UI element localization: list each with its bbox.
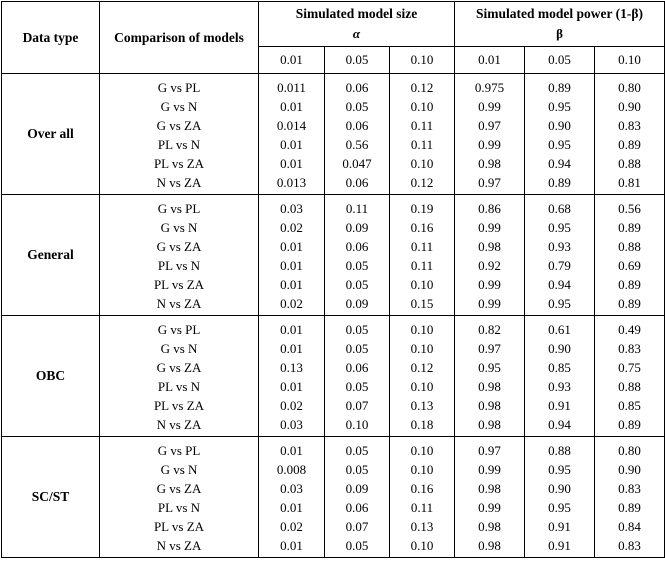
comparison-label: G vs N (160, 99, 198, 114)
comparison-column-cell (100, 195, 259, 316)
table-value: 0.05 (345, 277, 369, 292)
comparison-label: PL vs ZA (153, 519, 205, 534)
table-value: 0.06 (345, 239, 369, 254)
comparison-label: N vs ZA (156, 538, 202, 553)
value-column-cell (259, 74, 325, 195)
table-value: 0.86 (478, 201, 501, 216)
table-value: 0.94 (548, 417, 571, 432)
table-value: 0.05 (345, 379, 369, 394)
value-column-cell (390, 195, 455, 316)
table-value: 0.09 (345, 296, 369, 311)
table-value: 0.88 (548, 443, 571, 458)
table-value: 0.89 (618, 296, 641, 311)
table-value: 0.98 (478, 481, 501, 496)
table-value: 0.91 (548, 538, 571, 553)
table-value: 0.06 (345, 175, 369, 190)
data-type-cell: SC/ST (2, 437, 100, 558)
table-value: 0.09 (345, 220, 369, 235)
table-value: 0.99 (478, 462, 501, 477)
table-value: 0.12 (410, 80, 434, 95)
table-value: 0.05 (345, 462, 369, 477)
table-value: 0.02 (280, 519, 303, 534)
table-value: 0.07 (345, 398, 369, 413)
group-row (2, 437, 665, 558)
alpha-cell: 0.10 (390, 47, 455, 74)
comparison-label: N vs ZA (156, 175, 202, 190)
table-value: 0.95 (548, 99, 571, 114)
table-value: 0.06 (345, 500, 369, 515)
table-value: 0.12 (410, 175, 434, 190)
comparison-label: G vs PL (157, 201, 201, 216)
table-value: 0.02 (280, 398, 303, 413)
table-value: 0.13 (280, 360, 303, 375)
table-value: 0.89 (618, 137, 641, 152)
table-value: 0.05 (345, 99, 369, 114)
table-value: 0.89 (618, 417, 641, 432)
table-value: 0.99 (478, 296, 501, 311)
table-value: 0.90 (618, 462, 641, 477)
table-value: 0.01 (280, 500, 303, 515)
table-value: 0.95 (478, 360, 501, 375)
table-value: 0.01 (280, 538, 303, 553)
value-column-cell (525, 195, 595, 316)
comparison-label: PL vs ZA (153, 398, 205, 413)
header-comparison: Comparison of models (100, 2, 259, 74)
comparison-label: G vs PL (157, 443, 201, 458)
table-value: 0.15 (410, 296, 434, 311)
table-value: 0.83 (618, 538, 641, 553)
comparison-label: N vs ZA (156, 417, 202, 432)
table-value: 0.18 (410, 417, 434, 432)
table-value: 0.01 (280, 137, 303, 152)
table-value: 0.01 (280, 322, 303, 337)
table-value: 0.11 (410, 239, 434, 254)
alpha-cell: 0.01 (455, 47, 525, 74)
table-value: 0.75 (618, 360, 641, 375)
table-value: 0.56 (345, 137, 369, 152)
alpha-cell: 0.01 (259, 47, 325, 74)
table-value: 0.05 (345, 322, 369, 337)
table-value: 0.97 (478, 443, 501, 458)
comparison-column-cell (100, 74, 259, 195)
value-column-cell (595, 316, 665, 437)
group-row (2, 74, 665, 195)
table-value: 0.80 (618, 443, 641, 458)
table-value: 0.94 (548, 156, 571, 171)
table-value: 0.10 (410, 277, 434, 292)
table-value: 0.01 (280, 379, 303, 394)
table-value: 0.90 (618, 99, 641, 114)
table-value: 0.80 (618, 80, 641, 95)
value-column-cell (525, 74, 595, 195)
value-column-cell (390, 74, 455, 195)
table-value: 0.98 (478, 398, 501, 413)
table-value: 0.02 (280, 220, 303, 235)
table-value: 0.011 (277, 80, 306, 95)
table-value: 0.03 (280, 417, 303, 432)
table-value: 0.02 (280, 296, 303, 311)
table-value: 0.10 (410, 379, 434, 394)
table-value: 0.98 (478, 379, 501, 394)
table-value: 0.013 (276, 175, 307, 190)
table-value: 0.98 (478, 519, 501, 534)
group-row (2, 195, 665, 316)
alpha-cell: 0.05 (325, 47, 390, 74)
table-value: 0.93 (548, 239, 571, 254)
data-type-cell: General (2, 195, 100, 316)
alpha-cell: 0.10 (595, 47, 665, 74)
value-column-cell (525, 316, 595, 437)
value-column-cell (525, 437, 595, 558)
table-value: 0.01 (280, 277, 303, 292)
table-value: 0.11 (410, 258, 434, 273)
comparison-label: G vs N (160, 341, 198, 356)
results-table (1, 1, 665, 558)
header-power-title: Simulated model power (1-β) (476, 6, 644, 21)
group-row (2, 316, 665, 437)
table-value: 0.12 (410, 360, 434, 375)
table-value: 0.01 (280, 99, 303, 114)
table-value: 0.89 (618, 220, 641, 235)
table-value: 0.16 (410, 481, 434, 496)
comparison-label: PL vs N (157, 379, 201, 394)
data-type-cell: OBC (2, 316, 100, 437)
table-value: 0.10 (410, 462, 434, 477)
comparison-label: G vs PL (157, 80, 201, 95)
table-value: 0.05 (345, 443, 369, 458)
table-value: 0.79 (548, 258, 571, 273)
value-column-cell (259, 437, 325, 558)
value-column-cell (259, 316, 325, 437)
table-value: 0.98 (478, 239, 501, 254)
table-value: 0.83 (618, 341, 641, 356)
comparison-label: G vs N (160, 462, 198, 477)
table-value: 0.11 (345, 201, 369, 216)
alpha-cell: 0.05 (525, 47, 595, 74)
value-column-cell (455, 316, 525, 437)
table-value: 0.98 (478, 417, 501, 432)
table-value: 0.69 (618, 258, 641, 273)
table-value: 0.95 (548, 220, 571, 235)
header-row (2, 2, 665, 47)
table-value: 0.82 (478, 322, 501, 337)
table-value: 0.975 (474, 80, 505, 95)
header-size-title: Simulated model size (295, 6, 418, 21)
value-column-cell (595, 437, 665, 558)
table-value: 0.05 (345, 258, 369, 273)
table-value: 0.05 (345, 341, 369, 356)
value-column-cell (595, 74, 665, 195)
table-value: 0.85 (548, 360, 571, 375)
comparison-label: G vs N (160, 220, 198, 235)
table-value: 0.61 (548, 322, 571, 337)
table-value: 0.03 (280, 481, 303, 496)
table-value: 0.10 (410, 156, 434, 171)
comparison-label: G vs ZA (156, 481, 202, 496)
header-power (455, 2, 665, 47)
table-value: 0.89 (618, 277, 641, 292)
table-value: 0.11 (410, 500, 434, 515)
table-value: 0.97 (478, 175, 501, 190)
table-value: 0.91 (548, 398, 571, 413)
table-value: 0.93 (548, 379, 571, 394)
table-value: 0.99 (478, 277, 501, 292)
header-size (259, 2, 455, 47)
data-type-cell: Over all (2, 74, 100, 195)
table-value: 0.99 (478, 137, 501, 152)
table-value: 0.94 (548, 277, 571, 292)
table-value: 0.68 (548, 201, 571, 216)
value-column-cell (325, 74, 390, 195)
table-value: 0.95 (548, 500, 571, 515)
table-value: 0.10 (410, 538, 434, 553)
table-value: 0.01 (280, 341, 303, 356)
table-value: 0.98 (478, 538, 501, 553)
table-value: 0.10 (410, 443, 434, 458)
table-value: 0.90 (548, 341, 571, 356)
table-value: 0.10 (410, 341, 434, 356)
value-column-cell (325, 316, 390, 437)
table-value: 0.10 (410, 322, 434, 337)
comparison-label: G vs ZA (156, 239, 202, 254)
value-column-cell (390, 316, 455, 437)
table-value: 0.95 (548, 296, 571, 311)
comparison-label: PL vs N (157, 137, 201, 152)
table-value: 0.56 (618, 201, 641, 216)
table-value: 0.05 (345, 538, 369, 553)
table-value: 0.81 (618, 175, 641, 190)
header-power-symbol: β (556, 26, 563, 41)
table-value: 0.49 (618, 322, 641, 337)
table-value: 0.014 (276, 118, 307, 133)
table-value: 0.89 (548, 80, 571, 95)
table-value: 0.89 (618, 500, 641, 515)
table-value: 0.01 (280, 443, 303, 458)
table-value: 0.16 (410, 220, 434, 235)
value-column-cell (259, 195, 325, 316)
table-value: 0.84 (618, 519, 641, 534)
table-value: 0.01 (280, 156, 303, 171)
table-value: 0.99 (478, 99, 501, 114)
table-value: 0.88 (618, 239, 641, 254)
table-value: 0.95 (548, 462, 571, 477)
table-value: 0.99 (478, 500, 501, 515)
table-value: 0.97 (478, 341, 501, 356)
value-column-cell (595, 195, 665, 316)
table-value: 0.92 (478, 258, 501, 273)
table-value: 0.047 (342, 156, 372, 171)
comparison-label: PL vs N (157, 258, 201, 273)
table-value: 0.01 (280, 258, 303, 273)
table-value: 0.11 (410, 118, 434, 133)
comparison-column-cell (100, 316, 259, 437)
value-column-cell (455, 74, 525, 195)
table-value: 0.13 (410, 398, 434, 413)
table-value: 0.19 (410, 201, 434, 216)
table-value: 0.13 (410, 519, 434, 534)
value-column-cell (390, 437, 455, 558)
comparison-label: G vs PL (157, 322, 201, 337)
table-value: 0.06 (345, 118, 369, 133)
comparison-label: N vs ZA (156, 296, 202, 311)
groups-body (2, 74, 665, 558)
table-value: 0.03 (280, 201, 303, 216)
table-value: 0.06 (345, 360, 369, 375)
table-value: 0.89 (548, 175, 571, 190)
table-value: 0.11 (410, 137, 434, 152)
comparison-label: PL vs ZA (153, 277, 205, 292)
comparison-label: PL vs N (157, 500, 201, 515)
header-size-symbol: α (352, 26, 361, 41)
table-value: 0.07 (345, 519, 369, 534)
value-column-cell (455, 195, 525, 316)
value-column-cell (325, 437, 390, 558)
comparison-label: PL vs ZA (153, 156, 205, 171)
value-column-cell (455, 437, 525, 558)
table-value: 0.85 (618, 398, 641, 413)
table-value: 0.01 (280, 239, 303, 254)
comparison-column-cell (100, 437, 259, 558)
table-value: 0.88 (618, 379, 641, 394)
table-value: 0.95 (548, 137, 571, 152)
table-value: 0.008 (276, 462, 307, 477)
table-value: 0.83 (618, 118, 641, 133)
table-value: 0.88 (618, 156, 641, 171)
value-column-cell (325, 195, 390, 316)
table-value: 0.90 (548, 481, 571, 496)
table-value: 0.98 (478, 156, 501, 171)
table-value: 0.97 (478, 118, 501, 133)
table-value: 0.09 (345, 481, 369, 496)
table-value: 0.83 (618, 481, 641, 496)
header-data-type: Data type (2, 2, 100, 74)
comparison-label: G vs ZA (156, 360, 202, 375)
table-value: 0.91 (548, 519, 571, 534)
comparison-label: G vs ZA (156, 118, 202, 133)
table-value: 0.06 (345, 80, 369, 95)
table-value: 0.99 (478, 220, 501, 235)
table-value: 0.10 (345, 417, 369, 432)
table-value: 0.90 (548, 118, 571, 133)
table-value: 0.10 (410, 99, 434, 114)
